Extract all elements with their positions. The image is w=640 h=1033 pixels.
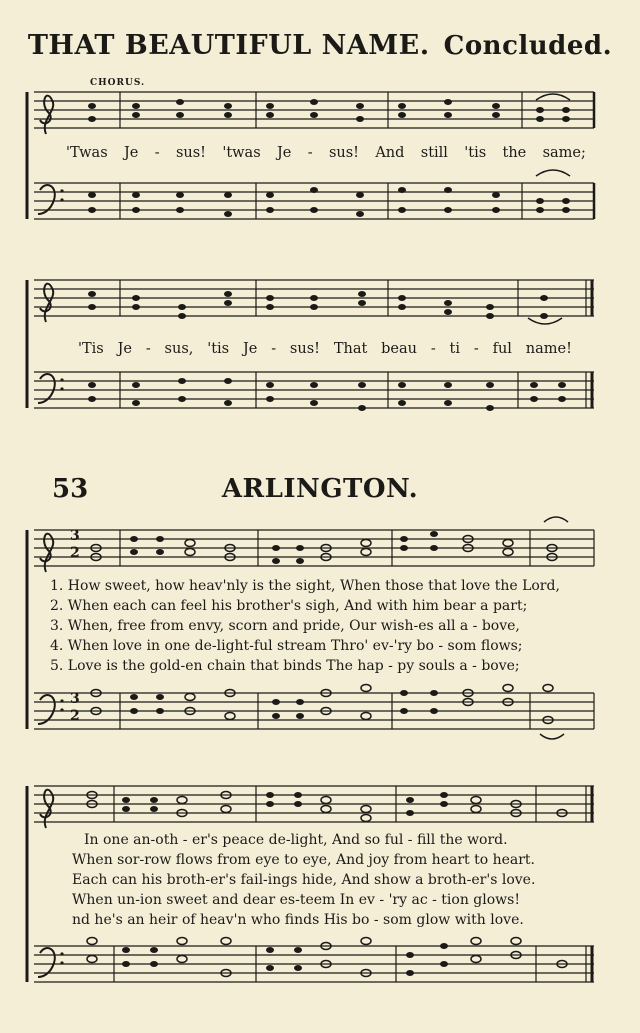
verse-line: In one an-oth - er's peace de-light, And so ful - fill the word. [84, 832, 508, 848]
lyric-word: still [420, 145, 448, 161]
svg-text:3: 3 [70, 691, 80, 707]
verse-line: 3. When, free from envy, scorn and pride, Our wish-es all a - bove, [50, 618, 520, 634]
staff-4-treble [34, 786, 594, 822]
verse-line: nd he's an heir of heav'n who finds His bo - som glow with love. [72, 912, 524, 928]
lyric-word: And [375, 145, 405, 161]
lyric-word: 'Tis [78, 341, 104, 357]
verse-line: 5. Love is the gold-en chain that binds The hap - py souls a - bove; [50, 658, 520, 674]
staff-4-bass [34, 946, 594, 982]
bass-clef-dots [60, 189, 63, 964]
lyric-word: sus, [164, 341, 194, 357]
page-title-main: THAT BEAUTIFUL NAME. [27, 30, 430, 61]
chorus-label: CHORUS. [90, 78, 146, 88]
verse-line: Each can his broth-er's fail-ings hide, And show a broth-er's love. [72, 872, 536, 888]
lyric-word: Je [123, 145, 139, 161]
lyric-word: 'tis [207, 341, 230, 357]
svg-text:2: 2 [70, 708, 80, 724]
lyric-word: beau [381, 341, 417, 357]
lyric-word: ti [449, 341, 461, 357]
lyric-word: sus! [328, 145, 359, 161]
lyric-word: - [473, 341, 479, 357]
verse-line: When sor-row flows from eye to eye, And joy from heart to heart. [72, 852, 536, 868]
lyric-word: Je [242, 341, 258, 357]
clefs [38, 96, 55, 977]
lyric-word: 'Twas [66, 145, 108, 161]
staff-1-treble [34, 92, 594, 128]
lyric-word: That [333, 341, 368, 357]
verse-line: When un-ion sweet and dear es-teem In ev - 'ry ac - tion glows! [72, 892, 520, 908]
lyric-word: - [430, 341, 436, 357]
lyric-word: same; [542, 145, 586, 161]
chorus-lyric-line-2 [78, 341, 572, 357]
hymn-title: ARLINGTON. [221, 474, 419, 504]
lyric-word: - [307, 145, 313, 161]
lyric-word: 'twas [222, 145, 261, 161]
lyric-word: Je [276, 145, 292, 161]
lyric-word: sus! [289, 341, 320, 357]
chorus-lyric-line-1 [66, 145, 586, 161]
lyric-word: sus! [175, 145, 206, 161]
verse-line: 4. When love in one de-light-ful stream Thro' ev-'ry bo - som flows; [50, 638, 523, 654]
page-title-suffix: Concluded. [443, 31, 613, 61]
lyric-word: Je [117, 341, 132, 357]
svg-text:3: 3 [70, 528, 80, 544]
fermatas [525, 94, 572, 739]
svg-text:2: 2 [70, 545, 80, 561]
lyric-word: ful [492, 341, 512, 357]
verse-line: 1. How sweet, how heav'nly is the sight, When those that love the Lord, [50, 578, 560, 594]
lyric-word: - [145, 341, 151, 357]
lyric-word: name! [525, 341, 572, 357]
lyric-word: 'tis [464, 145, 487, 161]
lyric-word: - [154, 145, 160, 161]
hymn-number: 53 [52, 474, 89, 504]
lyric-word: the [502, 145, 527, 161]
lyric-word: - [271, 341, 277, 357]
verse-line: 2. When each can feel his brother's sigh, And with him bear a part; [50, 598, 528, 614]
